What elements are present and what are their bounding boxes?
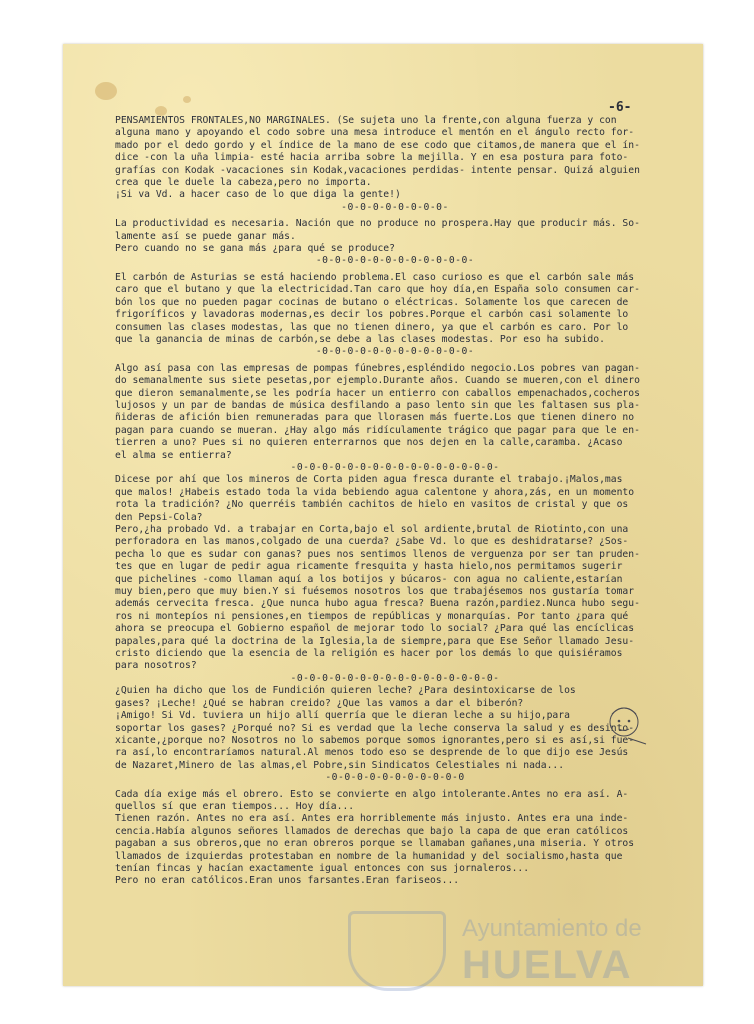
face-doodle-icon (598, 700, 650, 748)
text-line: lamente así se puede ganar más. (115, 230, 296, 242)
text-line: llamados de izquierdas protestaban en nombre de la humanidad y del socialismo,hasta que (115, 850, 623, 862)
text-line: papales,para qué la doctrina de la Iglesia,la de siempre,para que Ese Señor llamado Jesu- (115, 635, 635, 647)
text-line: ra así,lo encontraríamos natural.Al menos todo eso se desprende de lo que dijo ese Jesús (115, 747, 629, 759)
text-line: perforadora en las manos,colgado de una cuerda? ¿Sabe Vd. lo que es deshidratarse? ¿Sos- (115, 536, 629, 548)
text-line: Pero no eran católicos.Eran unos farsantes.Eran fariseos... (115, 875, 460, 887)
text-line: tes que en lugar de pedir agua ricamente fresquita y hasta hielo,nos permitamos sugerir (115, 561, 623, 573)
text-line: que la ganancia de minas de carbón,se debe a las clases modestas. Por eso ha subido. (115, 333, 605, 345)
text-line: tierren a uno? Pues si no quieren enterrarnos que nos dejen en la calle,caramba. ¿Acaso (115, 437, 623, 449)
paragraph-4 (115, 363, 675, 462)
text-line: rota la tradición? ¿No querréis también cachitos de hielo en vasitos de cristal y que os (115, 499, 629, 511)
watermark (330, 905, 690, 995)
text-line: soportar los gases? ¿Porqué no? Si es verdad que la leche conserva la salud y es desinto- (115, 722, 635, 734)
text-line: crea que le duele la cabeza,pero no importa. (115, 177, 372, 189)
text-line: para nosotros? (115, 660, 197, 672)
text-line: lujosos y un par de bandas de música desfilando a paso lento sin que les faltasen sus pla- (115, 399, 640, 411)
page-number: -6- (608, 100, 632, 115)
text-line: Cada día exige más el obrero. Esto se convierte en algo intolerante.Antes no era así. A- (115, 788, 629, 800)
text-line: muy bien,pero que muy bien.Y si fuésemos nosotros los que trabajésemos nos gustaría tomar (115, 586, 635, 598)
paragraph-5 (115, 474, 675, 673)
text-line: cencia.Había algunos señores llamados de derechas que bajo la capa de que eran católicos (115, 825, 629, 837)
text-line: Algo así pasa con las empresas de pompas fúnebres,espléndido negocio.Los pobres van pagan- (115, 362, 640, 374)
text-line: La productividad es necesaria. Nación que no produce no prospera.Hay que producir más. So- (115, 218, 640, 230)
text-line: Pero,¿ha probado Vd. a trabajar en Corta,bajo el sol ardiente,brutal de Riotinto,con una (115, 524, 629, 535)
stain-mark (95, 82, 117, 100)
text-line: consumen las clases modestas, las que no tienen dinero, ya que el carbón es caro. Por lo (115, 321, 629, 333)
paragraph-3 (115, 272, 675, 346)
text-line: pagan para cuando se mueran. ¿Hay algo más ridículamente trágico que pagar para que le en- (115, 424, 640, 436)
text-line: de Nazaret,Minero de las almas,el Pobre,sin Sindicatos Celestiales ni nada... (115, 759, 565, 771)
separator: -0-0-0-0-0-0-0-0-0-0-0 (325, 772, 465, 784)
text-line: cristo diciendo que la esencia de la religión es hacer por los demás lo que quisiéramos (115, 648, 623, 660)
separator: -0-0-0-0-0-0-0-0- (341, 201, 449, 213)
text-line: mado por el dedo gordo y el índice de la mano de ese codo que citamos,de manera que el ín- (115, 139, 640, 151)
watermark-line2: HUELVA (462, 943, 633, 987)
text-line: grafías con Kodak -vacaciones sin Kodak,vacaciones perdidas- intente pensar. Quizá alguien (115, 164, 640, 176)
text-line: ¿Quien ha dicho que los de Fundición quieren leche? ¿Para desintoxicarse de los (115, 685, 576, 697)
separator: -0-0-0-0-0-0-0-0-0-0-0-0- (315, 255, 475, 267)
text-line: además cervecita fresca. ¿Que nunca hubo agua fresca? Buena razón,pardiez.Nunca hubo segu- (115, 598, 640, 610)
paragraph-2 (115, 218, 675, 255)
text-line: Tienen razón. Antes no era así. Antes era horriblemente más injusto. Antes era una inde- (115, 813, 629, 825)
separator: -0-0-0-0-0-0-0-0-0-0-0-0-0-0-0-0- (290, 672, 500, 684)
text-line: den Pepsi-Cola? (115, 511, 203, 523)
text-line: El carbón de Asturias se está haciendo problema.El caso curioso es que el carbón sale más (115, 271, 635, 283)
text-line: do semanalmente sus siete pesetas,por ejemplo.Durante años. Cuando se mueren,con el dinero (115, 375, 640, 387)
separator: -0-0-0-0-0-0-0-0-0-0-0-0-0-0-0-0- (290, 461, 500, 473)
text-line: ñideras de afición bien remuneradas para que llorasen más fuerte.Los que tienen dinero no (115, 412, 635, 424)
typed-text-body (115, 115, 675, 888)
text-line: tenían fincas y hacían exactamente igual entonces con sus jornaleros... (115, 862, 530, 874)
text-line: ¡Amigo! Si Vd. tuviera un hijo allí querría que le dieran leche a su hijo,para (115, 710, 570, 722)
text-line: pagaban a sus obreros,que no eran obreros porque se llamaban gañanes,una miseria. Y otros (115, 838, 635, 850)
text-line: que malos! ¿Habeis estado toda la vida bebiendo agua calentone y ahora,zás, en un momento (115, 486, 635, 498)
stain-mark (183, 96, 191, 103)
text-line: gases? ¡Leche! ¿Qué se habran creido? ¿Que las vamos a dar el biberón? (115, 697, 524, 709)
paragraph-7 (115, 789, 675, 888)
text-line: Pero cuando no se gana más ¿para qué se produce? (115, 243, 395, 255)
text-line: caro que el butano y que la electricidad.Tan caro que hoy día,en España solo consumen car- (115, 284, 640, 296)
text-line: dice -con la uña limpia- esté hacia arriba sobre la mejilla. Y en esa postura para foto- (115, 152, 629, 164)
paragraph-1 (115, 115, 675, 202)
text-line: bón los que no pueden pagar cocinas de butano o eléctricas. Solamente los que carecen de (115, 296, 629, 308)
paragraph-6 (115, 685, 675, 772)
text-line: frigoríficos y lavadoras modernas,es decir los pobres.Porque el carbón casi solamente lo (115, 309, 629, 321)
text-line: que pichelines -como llaman aquí a los botijos y búcaros- con agua no caliente,estarían (115, 573, 623, 585)
text-line: pecha lo que es sudar con ganas? pues nos sentimos llenos de verguenza por ser tan pruden- (115, 548, 640, 560)
text-line: Dicese por ahí que los mineros de Corta piden agua fresca durante el trabajo.¡Malos,mas (115, 474, 623, 486)
coat-of-arms-icon (348, 911, 446, 991)
text-line: ¡Si va Vd. a hacer caso de lo que diga la gente!) (115, 189, 401, 201)
text-line: ahora se preocupa el Gobierno español de mejorar todo lo social? ¿Para qué las encíclicas (115, 623, 635, 635)
text-line: PENSAMIENTOS FRONTALES,NO MARGINALES. (Se sujeta uno la frente,con alguna fuerza y con (115, 115, 617, 126)
separator: -0-0-0-0-0-0-0-0-0-0-0-0- (315, 346, 475, 358)
text-line: quellos sí que eran tiempos... Hoy día... (115, 800, 355, 812)
text-line: alguna mano y apoyando el codo sobre una mesa introduce el mentón en el ángulo recto for- (115, 127, 635, 139)
text-line: xicante,¿porque no? Nosotros no lo sabemos porque somos ignorantes,pero si es así,si fue- (115, 734, 635, 746)
text-line: el alma se entierra? (115, 449, 232, 461)
watermark-line1: Ayuntamiento de (462, 915, 642, 942)
text-line: ros ni montepíos ni pensiones,en tiempos de repúblicas y monarquías. Por tanto ¿para qué (115, 610, 629, 622)
text-line: que dieron semanalmente,se les podría hacer un entierro con caballos empenachados,cocheros (115, 387, 640, 399)
